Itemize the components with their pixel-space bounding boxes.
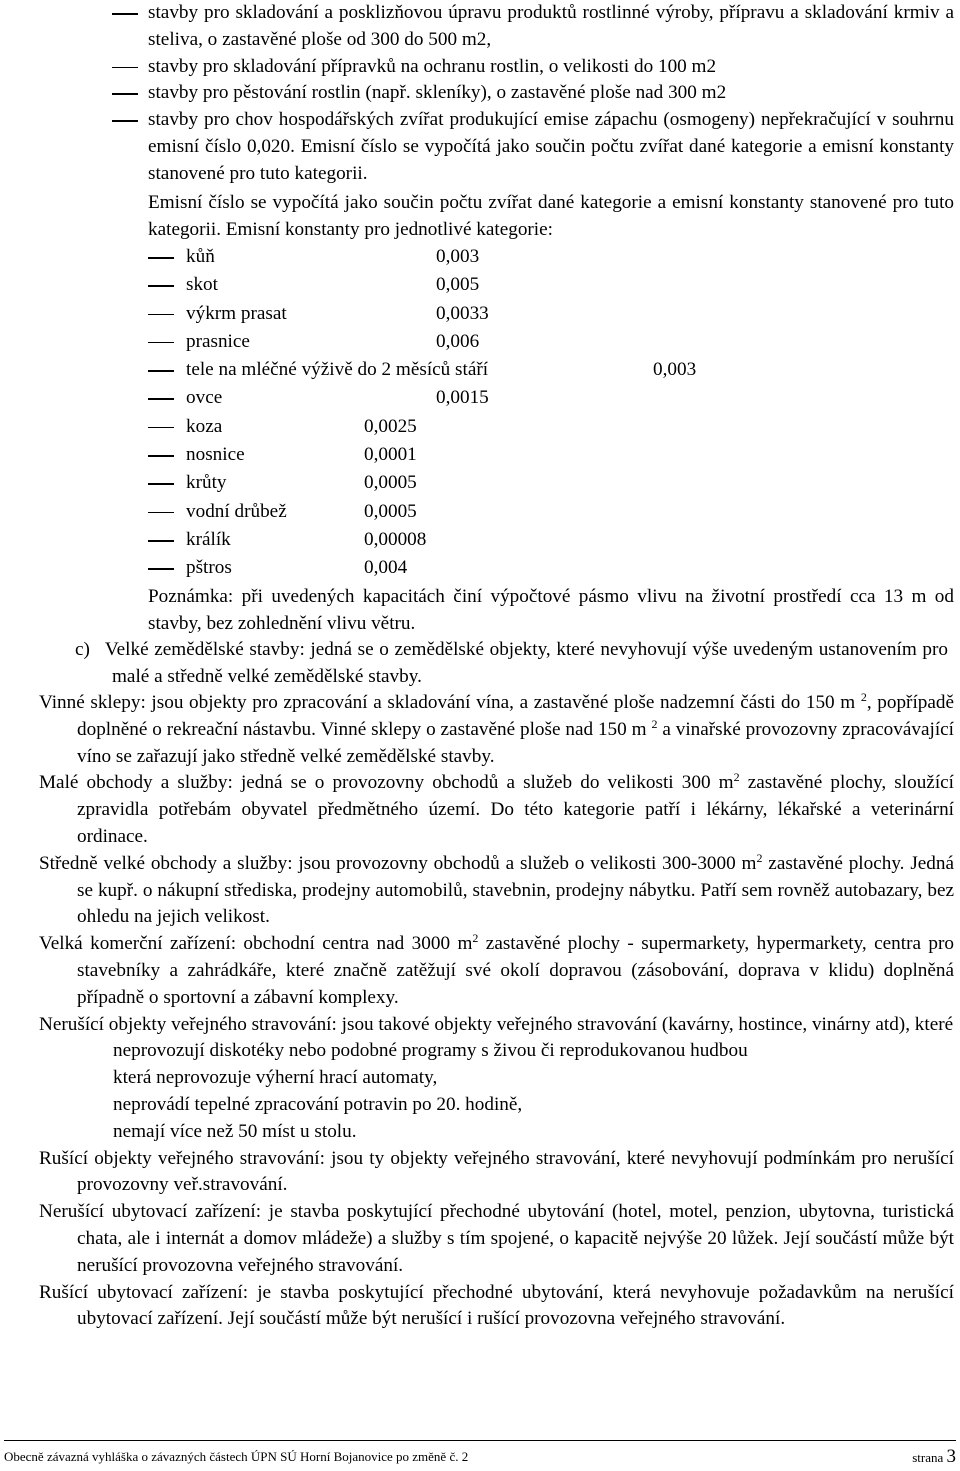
category-name: koza [186,415,223,437]
list-item: neprovozují diskotéky nebo podobné programy s živou či reprodukovanou hudbou [113,1040,748,1062]
definition-nerusici-ubytovaci: Nerušící ubytovací zařízení: je stavba poskytující přechodné ubytování (hotel, motel, penzion, ubytovna, turistická chata, ale i internát a domov mládeže) a služby s tím spojené, o kapacitě nejvýše 20 lůžek. Její součástí může být nerušící provozovna veřejného stravování. [39,1201,954,1276]
category-value: 0,005 [436,274,480,296]
definition-stredne-velke-obchody: Středně velké obchody a služby: jsou provozovny obchodů a služeb o velikosti 300-3000 $m^2$ zastavěné plochy. Jedná se kupř. o nákupní střediska, prodejny automobilů, stavebnin, prodejny nábytku. Patří sem rovněž autobazary, bez ohledu na jejich velikost. [39,850,955,928]
definition-rusici-stravovani: Rušící objekty veřejného stravování: jsou ty objekty veřejného stravování, které nevyhovují podmínkám pro nerušící provozovny veř.stravování. [39,1147,954,1196]
bullet-item: stavby pro skladování a posklizňovou úpravu produktů rostlinné výroby, přípravu a skladování krmiv a steliva, o zastavěné ploše od 300 do 500 m2, [0,0,960,54]
item-c-text: c) Velké zemědělské stavby: jedná se o zemědělské objekty, které nevyhovují výše uvedeným ustanovením pro malé a středně velké zemědělské stavby. [75,639,948,687]
category-value: 0,003 [436,246,480,267]
category-name: králík [186,528,231,550]
category-name: ovce [186,387,223,409]
list-item [0,301,960,329]
item-c [0,637,954,691]
category-name: vodní drůbež [186,500,287,522]
category-name: pštros [186,557,232,579]
category-name: skot [186,274,218,296]
list-item: neprovádí tepelné zpracování potravin po 20. hodině, [113,1093,523,1115]
category-name: krůty [186,472,227,494]
category-value: 0,0005 [364,500,417,522]
top-bullet-list [0,0,960,188]
bullet-item: stavby pro skladování přípravků na ochranu rostlin, o velikosti do 100 m2 [0,54,960,81]
category-name: prasnice [186,330,250,352]
list-item [0,499,960,527]
list-item: nemají více než 50 míst u stolu. [113,1120,357,1142]
list-item [0,272,960,300]
definition-vinne-sklepy: Vinné sklepy: jsou objekty pro zpracování a skladování vína, a zastavěné ploše nadzemní části do 150 m $^2$, popřípadě doplněné o rekreační nástavbu. Vinné sklepy o zastavěné ploše nad 150 m $^2$ a vinařské provozovny zpracovávající víno se zařazují jako středně velké zemědělské stavby. [39,690,955,767]
list-item [0,357,960,385]
definition-rusici-ubytovaci: Rušící ubytovací zařízení: je stavba poskytující přechodné ubytování, která nevyhovuje požadavkům na nerušící ubytovací zařízení. Její součástí může být nerušící i rušící provozovna veřejného stravování. [39,1281,954,1330]
list-item [0,442,960,470]
item-c-label: c) [75,639,90,660]
category-value: 0,0005 [364,472,417,494]
emission-constants-list [0,244,960,584]
category-value: 0,0025 [364,415,417,437]
definition-velka-komercni-zarizeni: Velká komerční zařízení: obchodní centra nad 3000 $m^2$ zastavěné plochy - supermarkety, hypermarkety, centra pro stavebníky a zahrádkáře, které značně zatěžují své okolí dopravou (zásobování, doprava v klidu) doplněná případně o sportovní a zábavní komplexy. [39,931,955,1008]
category-value: 0,003 [653,359,697,381]
footer-page-number: strana 3 [912,1446,956,1467]
list-item [0,329,960,357]
list-item [0,244,960,272]
list-item [0,414,960,442]
definitions [0,690,960,1333]
category-value: 0,004 [364,557,408,579]
category-value: 0,0001 [364,444,417,466]
bullet-item: stavby pro pěstování rostlin (např. skleníky), o zastavěné ploše nad 300 m2 [0,80,960,107]
footer-document-title: Obecně závazná vyhláška o závazných částech ÚPN SÚ Horní Bojanovice po změně č. 2 [4,1449,469,1464]
category-value: 0,0015 [436,387,489,409]
category-value: 0,00008 [364,528,427,550]
note-paragraph: Poznámka: při uvedených kapacitách činí výpočtové pásmo vlivu na životní prostředí cca 13 m od stavby, bez zohlednění vlivu větru. [148,586,954,634]
stravovani-conditions [0,1038,960,1145]
category-name: výkrm prasat [186,302,287,324]
list-item [0,527,960,555]
category-name: nosnice [186,444,245,466]
definition-nerusici-stravovani: Nerušící objekty veřejného stravování: jsou takové objekty veřejného stravování (kavárny, hostince, vinárny atd), které [39,1013,954,1035]
list-item [0,470,960,498]
list-item: která neprovozuje výherní hrací automaty, [113,1067,438,1089]
definition-male-obchody: Malé obchody a služby: jedná se o provozovny obchodů a služeb do velikosti 300 $m^2$ zastavěné plochy, sloužící zpravidla potřebám obyvatel předmětného území. Do této kategorie patří i lékárny, lékařské a veterinární ordinace. [39,770,954,847]
list-item [0,385,960,413]
category-value: 0,006 [436,330,480,352]
emission-paragraph: Emisní číslo se vypočítá jako součin počtu zvířat dané kategorie a emisní konstanty stanovené pro tuto kategorii. Emisní konstanty pro jednotlivé kategorie: [148,192,954,240]
category-value: 0,0033 [436,302,489,324]
category-name: kůň [186,246,215,267]
page-footer [4,1440,956,1466]
bullet-item: stavby pro chov hospodářských zvířat produkující emise zápachu (osmogeny) nepřekračující v souhrnu emisní číslo 0,020. Emisní číslo se vypočítá jako součin počtu zvířat dané kategorie a emisní konstanty stanovené pro tuto kategorii. [0,107,960,187]
category-name: tele na mléčné výživě do 2 měsíců stáří [186,359,489,381]
list-item [0,555,960,583]
